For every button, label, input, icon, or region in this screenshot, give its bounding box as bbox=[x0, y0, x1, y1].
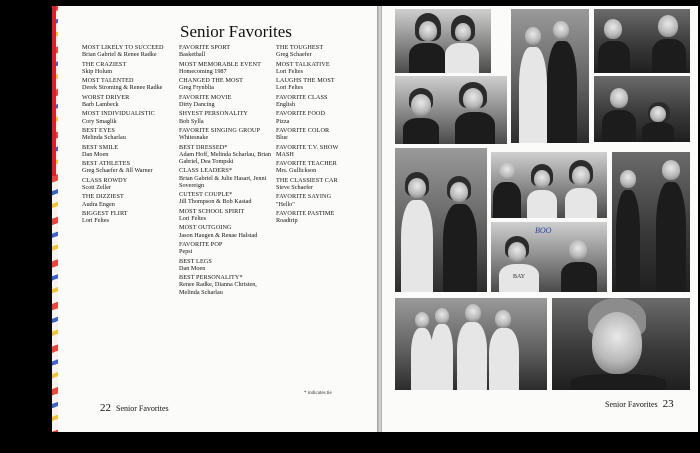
category-heading: LAUGHS THE MOST bbox=[276, 77, 335, 85]
winner-name: Adam Hoff, Melinda Scharlau, Brian Gabriel, Dea Tompski bbox=[179, 150, 271, 165]
winner-name: Derek Stroming & Renee Radke bbox=[82, 84, 163, 92]
category-heading: BEST PERSONALITY* bbox=[179, 274, 243, 282]
category-heading: FAVORITE SPORT bbox=[179, 44, 231, 51]
winner-name: Dan Moen bbox=[179, 264, 206, 272]
winner-name: Pizza bbox=[276, 117, 290, 125]
winner-name: Melinda Scharlau bbox=[82, 134, 126, 142]
winner-name: Lori Feltes bbox=[276, 84, 303, 92]
category-heading: MOST OUTGOING bbox=[179, 224, 232, 232]
photo-group-five bbox=[395, 298, 547, 390]
category-heading: CLASS LEADERS* bbox=[179, 167, 233, 175]
category-heading: FAVORITE CLASS bbox=[276, 93, 328, 101]
footer-right-label: Senior Favorites bbox=[605, 400, 658, 409]
footer-left-label: Senior Favorites bbox=[116, 404, 169, 413]
category-heading: THE CLASSIEST CAR bbox=[276, 176, 338, 184]
winner-name: Greg Schaefer bbox=[276, 51, 312, 59]
category-heading: FAVORITE COLOR bbox=[276, 126, 330, 134]
category-heading: MOST MEMORABLE EVENT bbox=[179, 60, 261, 68]
category-heading: CLASS ROWDY bbox=[82, 176, 128, 184]
winner-name: Blue bbox=[276, 134, 288, 142]
winner-name: Brian Gabriel & Renee Radke bbox=[82, 51, 157, 59]
winner-name: Whitesnake bbox=[179, 134, 209, 142]
winner-name: Barb Lambeck bbox=[82, 100, 119, 108]
category-heading: MOST TALKATIVE bbox=[276, 60, 330, 68]
footer-right bbox=[605, 398, 674, 410]
category-heading: FAVORITE FOOD bbox=[276, 110, 326, 118]
tie-note: * indicates tie bbox=[304, 391, 332, 396]
category-heading: BEST SMILE bbox=[82, 143, 119, 151]
winner-name: Roadtrip bbox=[276, 217, 298, 225]
category-heading: CUTEST COUPLE* bbox=[179, 191, 233, 199]
category-heading: BEST EYES bbox=[82, 126, 115, 134]
winner-name: Greg Frynblia bbox=[179, 84, 214, 92]
winner-name: Steve Schaefer bbox=[276, 183, 313, 191]
photo-two-boys-portrait bbox=[594, 9, 690, 73]
winner-name: Jason Haugen & Renae Halstad bbox=[179, 231, 258, 239]
favorites-column-1 bbox=[82, 44, 174, 227]
winner-name: Skip Holum bbox=[82, 67, 113, 75]
winner-name: Dan Moen bbox=[82, 150, 109, 158]
photo-group-three bbox=[491, 152, 607, 218]
category-heading: BEST ATHLETES bbox=[82, 160, 131, 168]
winner-name: Audra Engen bbox=[82, 200, 115, 208]
winner-name: Greg Schaefer & Jill Warner bbox=[82, 167, 153, 175]
category-heading: MOST LIKELY TO SUCCEED bbox=[82, 44, 164, 51]
winner-name: Lori Feltes bbox=[179, 214, 206, 222]
category-heading: FAVORITE TEACHER bbox=[276, 160, 337, 168]
category-heading: MOST INDIVIDUALISTIC bbox=[82, 110, 155, 118]
category-heading: FAVORITE T.V. SHOW bbox=[276, 143, 339, 151]
photo-two-girls bbox=[395, 9, 491, 73]
category-heading: THE TOUGHEST bbox=[276, 44, 324, 51]
footer-left bbox=[100, 402, 169, 414]
category-heading: FAVORITE MOVIE bbox=[179, 93, 232, 101]
category-heading: FAVORITE PASTIME bbox=[276, 209, 335, 217]
photo-three-boys bbox=[612, 152, 690, 292]
category-heading: MOST SCHOOL SPIRIT bbox=[179, 207, 245, 215]
winner-name: Dirty Dancing bbox=[179, 100, 215, 108]
boo-sign-text: BOO bbox=[535, 226, 552, 235]
category-heading: THE DIZZIEST bbox=[82, 193, 124, 201]
category-heading: FAVORITE SAYING bbox=[276, 193, 332, 201]
photo-boo-sign bbox=[491, 222, 607, 292]
winner-name: Mrs. Gullickson bbox=[276, 167, 317, 175]
category-heading: CHANGED THE MOST bbox=[179, 77, 244, 85]
page-title: Senior Favorites bbox=[180, 22, 292, 41]
winner-name: Bob Sylla bbox=[179, 117, 204, 125]
winner-name: Scott Zeller bbox=[82, 183, 112, 191]
shirt-text: BAY bbox=[513, 274, 526, 280]
category-heading: FAVORITE POP bbox=[179, 240, 223, 248]
category-heading: BEST DRESSED* bbox=[179, 143, 228, 151]
winner-name: Basketball bbox=[179, 51, 206, 59]
page-number-left: 22 bbox=[100, 402, 111, 414]
category-heading: WORST DRIVER bbox=[82, 93, 130, 101]
category-heading: MOST TALENTED bbox=[82, 77, 134, 85]
page-number-right: 23 bbox=[662, 398, 674, 410]
winner-name: Cory Smaglik bbox=[82, 117, 117, 125]
category-heading: BIGGEST FLIRT bbox=[82, 209, 128, 217]
category-heading: THE CRAZIEST bbox=[82, 60, 127, 68]
photo-two-girls-standing bbox=[395, 148, 487, 292]
photo-boy-and-girl bbox=[395, 76, 507, 144]
winner-name: Renee Radke, Dianna Christen, Melinda Scharlau bbox=[179, 281, 257, 296]
winner-name: Lori Feltes bbox=[82, 217, 109, 225]
winner-name: Lori Feltes bbox=[276, 67, 303, 75]
winner-name: Brian Gabriel & Julie Hasart, Jenni Sovereign bbox=[179, 174, 267, 189]
winner-name: Jill Thompson & Bob Kastad bbox=[179, 198, 252, 206]
winner-name: Homecoming 1987 bbox=[179, 67, 227, 75]
category-heading: FAVORITE SINGING GROUP bbox=[179, 126, 261, 134]
winner-name: Pepsi bbox=[179, 248, 193, 256]
photo-smiling-boy-closeup bbox=[552, 298, 690, 390]
photo-couple-right bbox=[594, 76, 690, 142]
category-heading: SHYEST PERSONALITY bbox=[179, 110, 248, 118]
favorites-column-3 bbox=[276, 44, 376, 227]
winner-name: MASH bbox=[276, 150, 294, 158]
category-heading: BEST LEGS bbox=[179, 257, 212, 265]
left-page-red-edge bbox=[52, 6, 56, 176]
winner-name: English bbox=[276, 100, 295, 108]
winner-name: "Hello" bbox=[276, 200, 295, 208]
photo-two-boys-standing bbox=[511, 9, 589, 143]
favorites-column-2 bbox=[179, 44, 275, 298]
